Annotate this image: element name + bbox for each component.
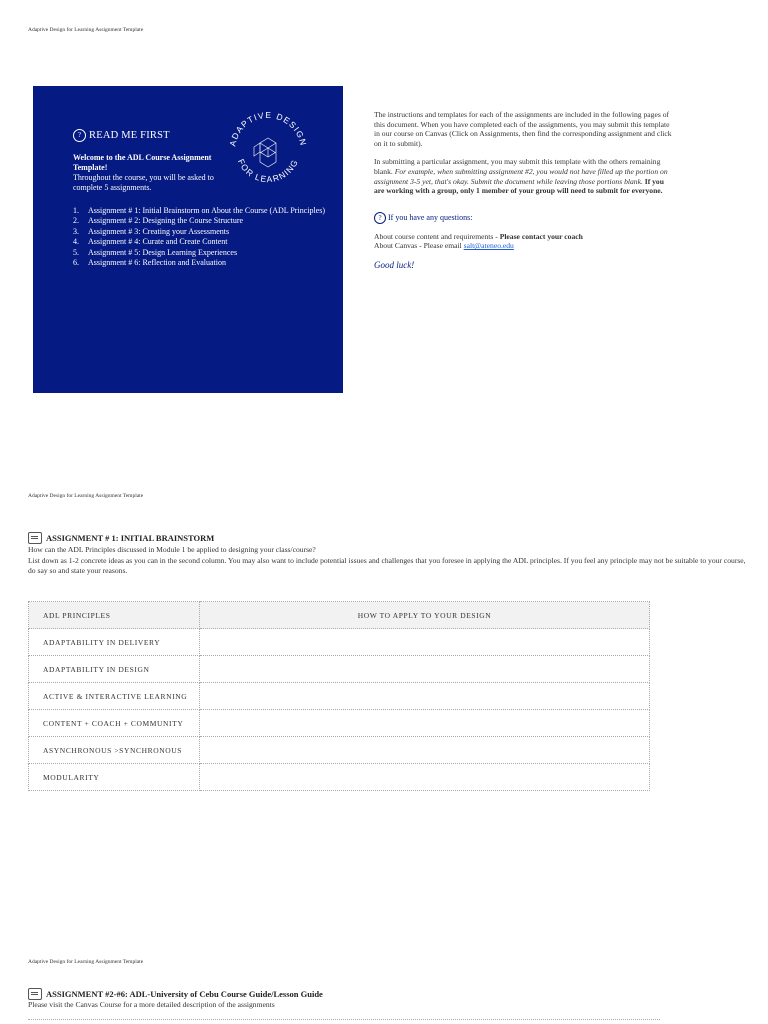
page-header: Adaptive Design for Learning Assignment Template [28,493,144,499]
list-item: 1. Assignment # 1: Initial Brainstorm on About the Course (ADL Principles) [73,206,326,215]
list-item: 4. Assignment # 4: Curate and Create Content [73,237,228,247]
question-circle-icon: ? [73,129,86,142]
table-row: ADAPTABILITY IN DESIGN [29,656,650,683]
table-row: CONTENT + COACH + COMMUNITY [29,710,650,737]
table-row: ACTIVE & INTERACTIVE LEARNING [29,683,650,710]
welcome-text: Welcome to the ADL Course Assignment Template! Throughout the course, you will be asked to complete 5 assignments. [73,153,214,192]
list-item: 5. Assignment # 5: Design Learning Experiences [73,247,238,257]
assignment-1-title: ASSIGNMENT # 1: INITIAL BRAINSTORM [28,532,214,544]
email-link[interactable]: salt@ateneo.edu [463,241,514,251]
good-luck: Good luck! [374,259,415,270]
list-item: 2. Assignment # 2: Designing the Course Structure [73,216,244,226]
list-item: 3. Assignment # 3: Creating your Assessments [73,226,230,236]
assignment-list [73,206,333,268]
table-row: ADAPTABILITY IN DELIVERY [29,629,650,656]
assignment-icon [28,988,42,1000]
answer-cell[interactable] [200,764,650,791]
answer-cell[interactable] [200,737,650,764]
list-item: 6. Assignment # 6: Reflection and Evaluation [73,258,226,268]
assignment-2-6-title: ASSIGNMENT #2-#6: ADL-University of Cebu Course Guide/Lesson Guide [28,988,323,1000]
table-header: ADL PRINCIPLES HOW TO APPLY TO YOUR DESIGN [29,602,650,629]
page-header: Adaptive Design for Learning Assignment Template [28,27,144,33]
table-row: ASYNCHRONOUS >SYNCHRONOUS [29,737,650,764]
instructions: The instructions and templates for each of the assignments are included in the following pages of this document. When you have completed each of the assignments, you may submit this template in our course on Canvas (Click on Assignments, then find the corresponding assignment and click on it to submit). In submitting a particular assignment, you may submit this template with the others remaining blank. For example, when submitting assignment #2, you would not have filled up the portion on assignment 3-5 yet, that's okay. Submit the document while leaving those portions blank. If you are working with a group, only 1 member of your group will need to submit for everyone. ? If you have any questions: About course content and requirements - Please contact your coach About Canvas - Please email salt@ateneo.edu Good luck! [374,110,674,271]
page-header: Adaptive Design for Learning Assignment Template [28,959,144,965]
adl-principles-table [28,601,650,791]
read-me-title: ? READ ME FIRST [73,129,170,142]
svg-text:ADAPTIVE DESIGN: ADAPTIVE DESIGN [227,109,309,148]
assignment-icon [28,532,42,544]
question-circle-icon: ? [374,212,386,224]
adl-logo [223,106,313,196]
answer-cell[interactable] [200,629,650,656]
questions-heading: ? If you have any questions: [374,212,674,224]
divider [28,1019,660,1020]
read-me-panel [33,86,343,393]
table-row: MODULARITY [29,764,650,791]
svg-text:FOR LEARNING: FOR LEARNING [235,157,301,185]
assignment-1-instructions: List down as 1-2 concrete ideas as you can in the second column. You may also want to include potential issues and challenges that you foresee in applying the ADL principles. If you feel any principle may not be suitable to your course, do say so and state your reasons. [28,556,746,575]
answer-cell[interactable] [200,683,650,710]
assignment-2-6-description: Please visit the Canvas Course for a more detailed description of the assignments [28,1000,275,1009]
assignment-1-question: How can the ADL Principles discussed in Module 1 be applied to designing your class/course? [28,545,316,554]
answer-cell[interactable] [200,710,650,737]
answer-cell[interactable] [200,656,650,683]
